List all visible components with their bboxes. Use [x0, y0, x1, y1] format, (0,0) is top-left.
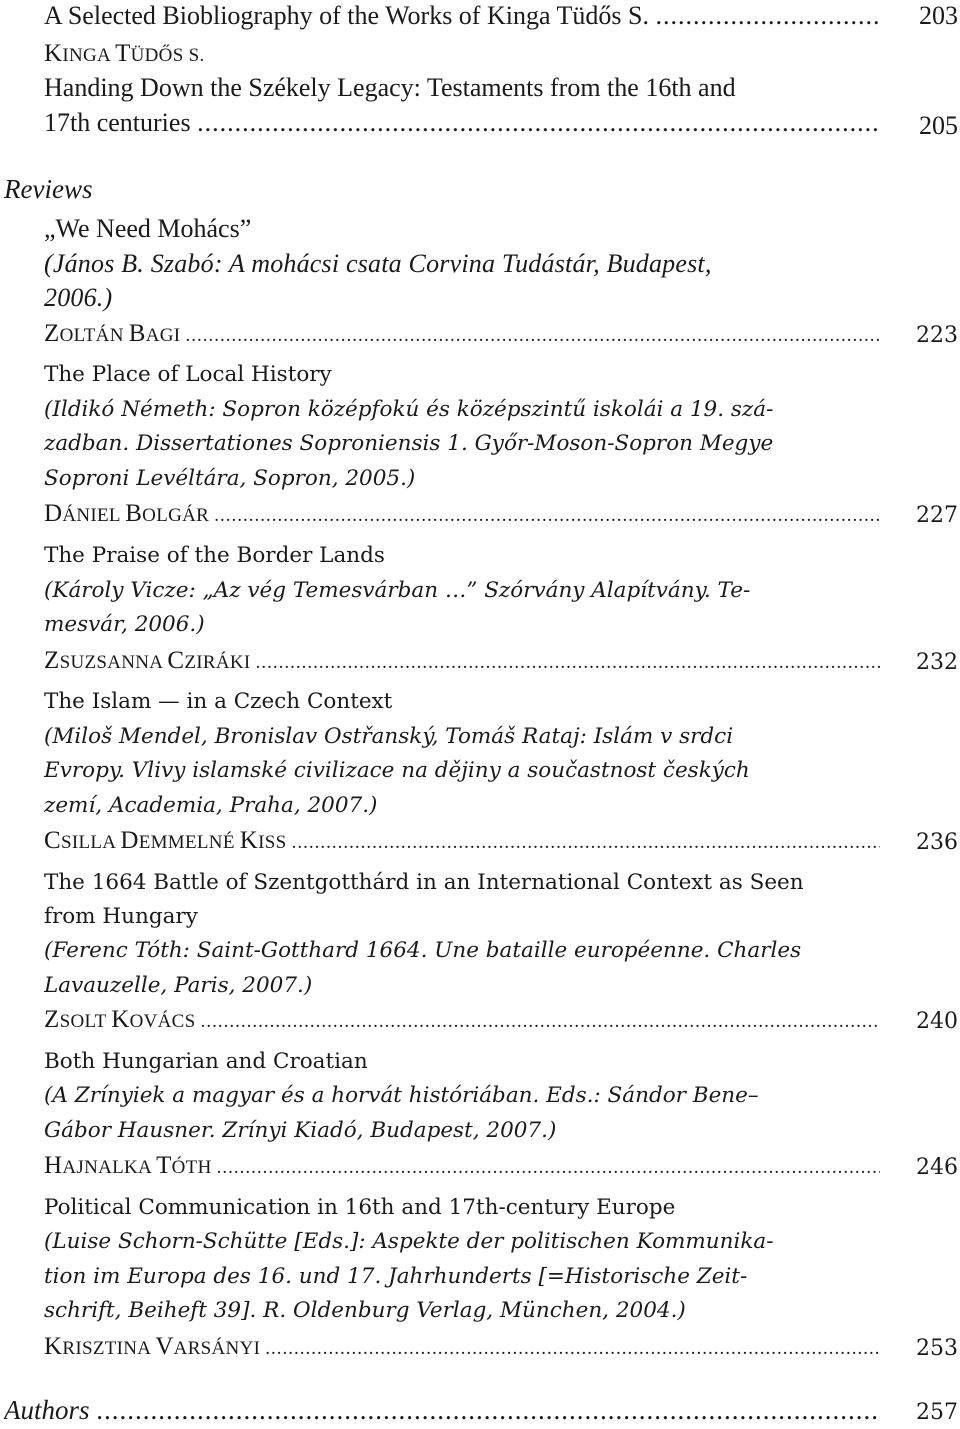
review-title[interactable]: Political Communication in 16th and 17th-century Europe — [44, 1195, 676, 1220]
review-details: (János B. Szabó: A mohácsi csata Corvina Tudástár, Budapest, — [44, 249, 712, 278]
review-details: (Ildikó Németh: Sopron középfokú és középszintű iskolái a 19. szá- — [44, 397, 774, 422]
review-details: zemí, Academia, Praha, 2007.) — [44, 793, 378, 818]
page-number: 240 — [916, 1009, 958, 1034]
page-number: 227 — [916, 503, 958, 528]
review-author: ZSUZSANNA CZIRÁKI ..... — [44, 645, 880, 679]
section-heading-reviews: Reviews — [4, 174, 93, 204]
page-number: 223 — [916, 323, 958, 348]
review-details: (Ferenc Tóth: Saint-Gotthard 1664. Une bataille européenne. Charles — [44, 938, 802, 963]
review-title[interactable]: Both Hungarian and Croatian — [44, 1049, 368, 1074]
review-author: DÁNIEL BOLGÁR ..... — [44, 498, 880, 532]
review-title[interactable]: The Place of Local History — [44, 362, 332, 387]
review-details: schrift, Beiheft 39]. R. Oldenburg Verlag, München, 2004.) — [44, 1298, 686, 1323]
review-details: (Miloš Mendel, Bronislav Ostřanský, Tomáš Rataj: Islám v srdci — [44, 724, 734, 749]
page-number: 253 — [916, 1336, 958, 1361]
review-details: Gábor Hausner. Zrínyi Kiadó, Budapest, 2007.) — [44, 1118, 557, 1143]
page-number: 203 — [919, 1, 958, 30]
entry-title: A Selected Biobliography of the Works of Kinga Tüdős S. — [44, 1, 649, 30]
review-title-cont[interactable]: from Hungary — [44, 904, 198, 929]
page-number: 232 — [916, 650, 958, 675]
page-number: 205 — [919, 111, 958, 140]
page-number: 236 — [916, 830, 958, 855]
entry-author: KINGA TÜDŐS S. — [44, 40, 205, 67]
review-title[interactable]: The Praise of the Border Lands — [44, 543, 385, 568]
review-author: CSILLA DEMMELNÉ KISS ..... — [44, 825, 880, 859]
review-details: zadban. Dissertationes Soproniensis 1. Győr-Moson-Sopron Megye — [44, 431, 774, 456]
toc-entry-authors[interactable]: Authors ..... — [4, 1394, 880, 1426]
review-title[interactable]: The 1664 Battle of Szentgotthárd in an International Context as Seen — [44, 870, 804, 895]
review-details: (Luise Schorn-Schütte [Eds.]: Aspekte der politischen Kommunika- — [44, 1229, 774, 1254]
review-details: Evropy. Vlivy islamské civilizace na dějiny a součastnost českých — [44, 758, 750, 783]
page-number: 257 — [916, 1400, 958, 1425]
toc-entry-bibliography[interactable] — [44, 0, 880, 34]
review-author: KRISZTINA VARSÁNYI ..... — [44, 1331, 880, 1365]
review-details: (Károly Vicze: „Az vég Temesvárban …” Szórvány Alapítvány. Te- — [44, 578, 751, 603]
review-details: 2006.) — [44, 283, 113, 312]
review-author: HAJNALKA TÓTH ..... — [44, 1150, 880, 1184]
review-title[interactable]: „We Need Mohács” — [44, 214, 252, 243]
review-details: mesvár, 2006.) — [44, 612, 205, 637]
review-title[interactable]: The Islam — in a Czech Context — [44, 689, 393, 714]
review-details: Lavauzelle, Paris, 2007.) — [44, 973, 313, 998]
review-author: ZSOLT KOVÁCS ..... — [44, 1004, 880, 1038]
entry-title[interactable]: Handing Down the Székely Legacy: Testaments from the 16th and — [44, 73, 736, 102]
review-details: (A Zrínyiek a magyar és a horvát históriában. Eds.: Sándor Bene– — [44, 1083, 759, 1108]
review-details: tion im Europa des 16. und 17. Jahrhunderts [=Historische Zeit- — [44, 1264, 748, 1289]
page-number: 246 — [916, 1155, 958, 1180]
entry-title-cont[interactable]: 17th centuries ..... — [44, 107, 880, 141]
review-details: Soproni Levéltára, Sopron, 2005.) — [44, 466, 416, 491]
review-author: ZOLTÁN BAGI ..... — [44, 318, 880, 352]
